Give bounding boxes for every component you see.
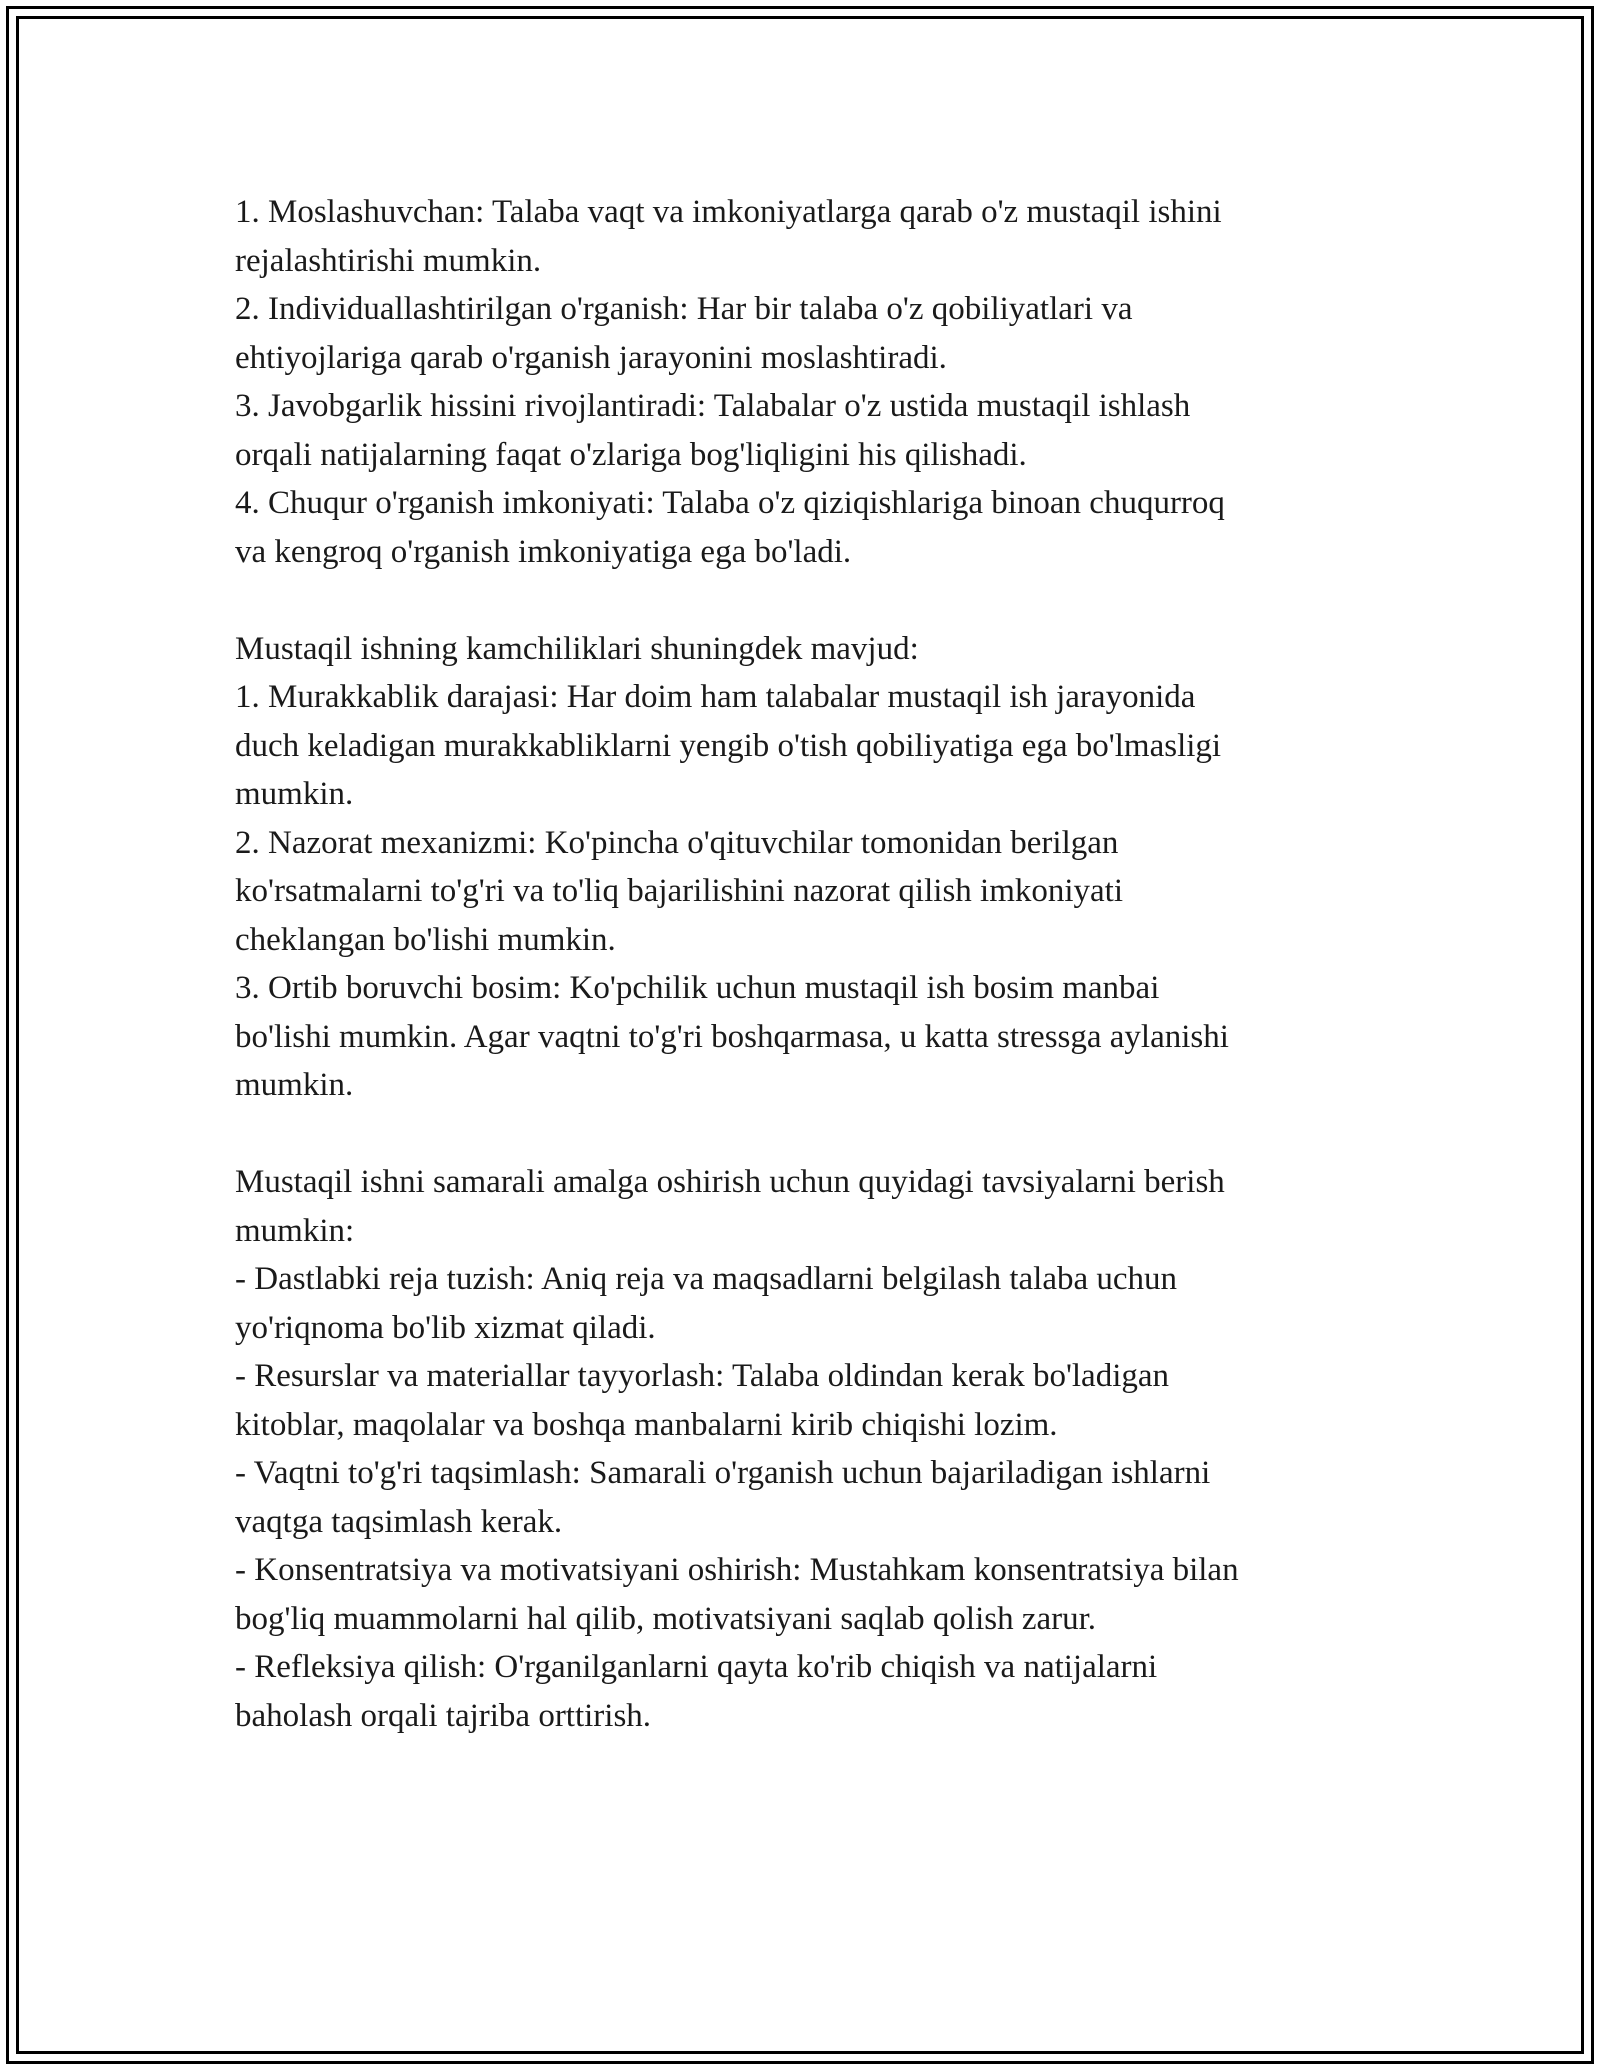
document-body bbox=[235, 188, 1375, 1740]
text-line: mumkin. bbox=[235, 776, 354, 812]
text-line: ehtiyojlariga qarab o'rganish jarayonini moslashtiradi. bbox=[235, 339, 947, 376]
text-line: 1. Murakkablik darajasi: Har doim ham talabalar mustaqil ish jarayonida bbox=[235, 679, 1196, 715]
section-heading: Mustaqil ishni samarali amalga oshirish uchun quyidagi tavsiyalarni berish bbox=[235, 1164, 1225, 1200]
text-line: kitoblar, maqolalar va boshqa manbalarni kirib chiqishi lozim. bbox=[235, 1406, 1058, 1443]
text-line: mumkin: bbox=[235, 1212, 355, 1249]
text-line: 2. Individuallashtirilgan o'rganish: Har bir talaba o'z qobiliyatlari va bbox=[235, 291, 1133, 327]
text-line: bo'lishi mumkin. Agar vaqtni to'g'ri boshqarmasa, u katta stressga aylanishi bbox=[235, 1018, 1229, 1055]
text-line: va kengroq o'rganish imkoniyatiga ega bo'ladi. bbox=[235, 533, 852, 570]
text-line: baholash orqali tajriba orttirish. bbox=[235, 1697, 652, 1734]
text-line: 2. Nazorat mexanizmi: Ko'pincha o'qituvchilar tomonidan berilgan bbox=[235, 824, 1119, 861]
text-line: yo'riqnoma bo'lib xizmat qiladi. bbox=[235, 1309, 656, 1346]
advantages-section bbox=[235, 188, 1375, 576]
text-line: 3. Ortib boruvchi bosim: Ko'pchilik uchun mustaqil ish bosim manbai bbox=[235, 970, 1160, 1006]
text-line: - Dastlabki reja tuzish: Aniq reja va maqsadlarni belgilash talaba uchun bbox=[235, 1261, 1178, 1297]
paragraph-gap bbox=[235, 1110, 1375, 1159]
text-line: - Vaqtni to'g'ri taqsimlash: Samarali o'rganish uchun bajariladigan ishlarni bbox=[235, 1455, 1211, 1491]
text-line: - Refleksiya qilish: O'rganilganlarni qayta ko'rib chiqish va natijalarni bbox=[235, 1649, 1158, 1685]
disadvantages-section bbox=[235, 625, 1375, 1110]
text-line: 4. Chuqur o'rganish imkoniyati: Talaba o'z qiziqishlariga binoan chuqurroq bbox=[235, 485, 1225, 521]
text-line: duch keladigan murakkabliklarni yengib o'tish qobiliyatiga ega bo'lmasligi bbox=[235, 727, 1222, 764]
text-line: cheklangan bo'lishi mumkin. bbox=[235, 921, 616, 958]
text-line: 1. Moslashuvchan: Talaba vaqt va imkoniyatlarga qarab o'z mustaqil ishini bbox=[235, 194, 1222, 230]
text-line: 3. Javobgarlik hissini rivojlantiradi: Talabalar o'z ustida mustaqil ishlash bbox=[235, 388, 1191, 424]
text-line: - Resurslar va materiallar tayyorlash: Talaba oldindan kerak bo'ladigan bbox=[235, 1358, 1170, 1394]
text-line: mumkin. bbox=[235, 1067, 354, 1103]
text-line: rejalashtirishi mumkin. bbox=[235, 242, 542, 279]
text-line: bog'liq muammolarni hal qilib, motivatsiyani saqlab qolish zarur. bbox=[235, 1600, 1097, 1637]
text-line: - Konsentratsiya va motivatsiyani oshirish: Mustahkam konsentratsiya bilan bbox=[235, 1552, 1239, 1588]
section-heading: Mustaqil ishning kamchiliklari shuningdek mavjud: bbox=[235, 630, 919, 667]
paragraph-gap bbox=[235, 576, 1375, 625]
text-line: orqali natijalarning faqat o'zlariga bog'liqligini his qilishadi. bbox=[235, 436, 1027, 473]
text-line: ko'rsatmalarni to'g'ri va to'liq bajarilishini nazorat qilish imkoniyati bbox=[235, 873, 1124, 909]
text-line: vaqtga taqsimlash kerak. bbox=[235, 1503, 563, 1540]
recommendations-section bbox=[235, 1158, 1375, 1740]
